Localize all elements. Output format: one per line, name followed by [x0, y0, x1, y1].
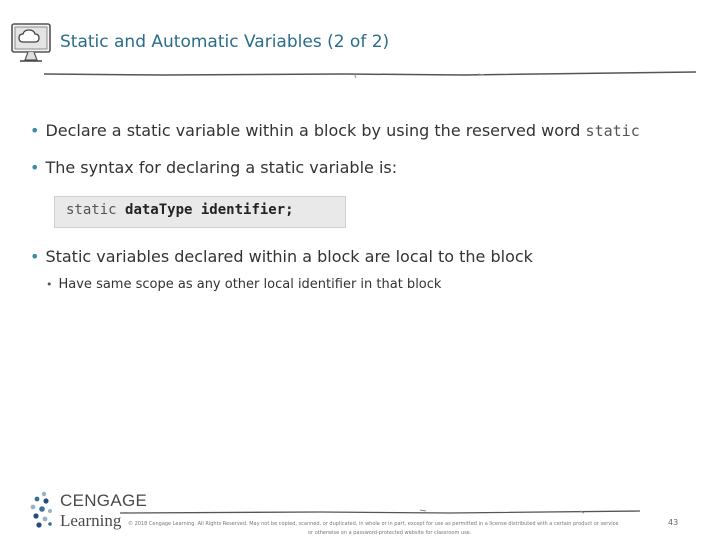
bullet-text: Declare a static variable within a block by using the reserved word	[45, 121, 586, 140]
bullet-marker: •	[30, 158, 40, 177]
page-number: 43	[668, 518, 679, 527]
bullet-syntax	[30, 158, 397, 177]
cengage-logo-icon	[26, 490, 56, 530]
bullet-marker: •	[30, 121, 40, 140]
title-divider	[44, 66, 696, 80]
code-line	[66, 202, 294, 218]
bullet-marker: •	[30, 247, 40, 266]
copyright-notice	[128, 520, 668, 538]
bullet-local-scope	[30, 247, 533, 266]
copyright-line: or otherwise on a password-protected website for classroom use.	[308, 530, 472, 536]
sub-bullet-same-scope	[46, 277, 441, 292]
inline-code-static: static	[585, 122, 640, 140]
code-keyword: static	[66, 202, 117, 218]
bullet-declare-static	[30, 121, 640, 140]
page-title: Static and Automatic Variables (2 of 2)	[60, 32, 390, 52]
bullet-marker: •	[46, 278, 53, 291]
bullet-text: Static variables declared within a block are local to the block	[45, 247, 533, 266]
copyright-line: © 2018 Cengage Learning. All Rights Reserved. May not be copied, scanned, or duplicated, in whole or in part, except for use as permitted in a license distributed with a certain product or service	[128, 521, 619, 527]
logo-text-learning: Learning	[60, 511, 122, 530]
code-declaration: dataType identifier;	[125, 202, 294, 218]
bullet-text: Have same scope as any other local identifier in that block	[58, 277, 442, 292]
logo-text-cengage: CENGAGE	[60, 491, 148, 510]
monitor-cloud-icon	[6, 20, 62, 72]
bullet-text: The syntax for declaring a static variable is:	[45, 158, 398, 177]
footer-divider	[120, 504, 640, 518]
